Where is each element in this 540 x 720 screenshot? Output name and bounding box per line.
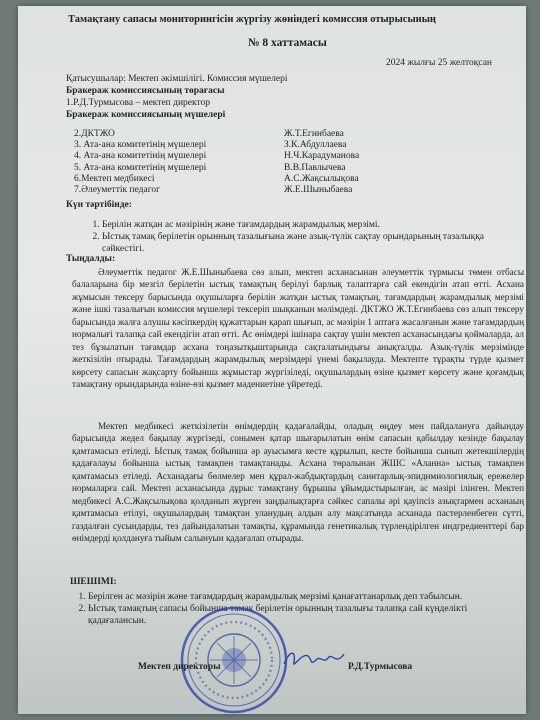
member-role: 5. Ата-ана комитетінің мүшелері [74,162,207,173]
agenda-heading: Күн тәртібінде: [66,200,132,210]
member-row [74,163,474,174]
director-signature [280,646,350,672]
agenda-item: 1. Берілін жатқан ас мәзірінің және тағамдардың жарамдылық мерзімі. [102,219,504,231]
member-name: З.К.Абдуллаева [284,140,347,151]
protocol-number: № 8 хаттамасы [248,37,327,49]
heard-paragraph-1: Әлеуметтік педагог Ж.Е.Шыныбаева сөз алып, мектеп асханасынан әлеуметтік түрмысы төмен отбасы балаларына бір мезгіл берілетін ыстық тамақтың берілуі барлық талаптарға сай екендігін атап өтті. Асхана жұмысын тексеру барысында оқушыларға берілін жатқан ыстық тамақтың, тағамдардың жарамдылық мерзімі және ішкі тазалығын комиссия мүшелері тексеріп шықканын мәлімдеді. ДКТЖО Ж.Т.Егинбаева сөз алып тексеру барысында жалға алушы кәсіпкердің құжаттарын қарап шығып, ас мәзірін 1 аптаға жасалғанын және тағамдардың нормалығі талапқа сай екендігін атап өтті. Ас өнімдері ішінара сақтау үшін мектеп асханасындағы қоймаларда, ал тез бұзылатын тағамдар асхана тоңазытқыштарында сақталатындығы анықталды. Азық-түлік мерзімінде жеткізілін отырады. Тағамдардың жарамдылық мерзімдері үнемі бақылауда. Мектепте тұрақты түрде қызмет көрсету сапасын жақсарту бойынша жұмыстар жүргізіледі, оқушылардың өзіне қызмет көрсету және қоғамдық тамақтану орындарында өзіне-өзі қызмет мәдениетіне үйретеді. [72,267,524,390]
chair-name: 1.Р.Д.Турмысова – мектеп директор [66,98,211,108]
protocol-header: Тамақтану сапасы мониторингісін жүргізу жөніндегі комиссия отырысының [68,14,436,25]
chair-heading: Бракераж комиссиясының төрағасы [66,86,225,96]
member-name: Н.Ч.Карадуманова [284,151,360,162]
official-stamp [178,604,290,714]
member-row [74,140,474,151]
member-name: Ж.Е.Шыныбаева [284,185,353,196]
decision-block [70,576,510,627]
member-name: Ж.Т.Егинбаева [284,129,344,139]
member-role: 2.ДКТЖО [74,129,115,139]
decision-item: 2. Ыстық тамақтың сапасы бойынша тамақ берілетін орынның тазалығы талапқа сай күнделікті қадағалансын. [88,603,510,627]
participants-line: Қатысушылар: Мектеп әкімшілігі. Комиссия мүшелері [66,74,288,84]
members-list [74,129,474,196]
agenda-item: 2. Ыстық тамақ берілетін орынның тазалығына және азық-түлік сақтау орындарының тазалыққа сәйкестігі. [102,231,504,255]
decision-item: 1. Берілген ас мәзірін және тағамдардың жарамдылық мерзімі қанағаттанарлық деп табылсын. [88,591,510,603]
member-name: А.С.Жақсылықова [284,173,359,184]
signature-title: Мектеп директоры [138,662,221,672]
heard-heading: Тыңдалды: [66,254,116,264]
heard-paragraph-2: Мектеп медбикесі жеткізілетін өнімдердің қадағалайды, оладың өңдеу мен пайдалануға дайындау барысында жедел бақылау жүргізеді, сонымен қатар шығарылатын өнім сапасын қабылдау кезінде бақылау қамтамасыз етіледі. Ыстық тамақ бойынша әр ауысымға кесте құрылып, кесте бойынша сынып жетекшілердің қадағалауы бойынша ыстық тамақпен тамақтанады. Асхана төралынан ЖШС «Аланна» ыстық тамақпен қамтамасыз етіледі. Асханадағы бөлмелер мен құрал-жабдықтардың санитарлық-эпидимиологиялық ережелер нормаларға сай. Мектеп асханасында дұрыс тамақтану бұрышы ұйымдастырылған, ас мәзірі ілінген. Мектеп медбикесі А.С.Жақсылықова қолданып жүрген заңдылықтарға сәйкес сапалы әрі қауіпсіз азықтармен асханаың қамтамасыз етілуі, оқушылардың тамақтан уланудың алдын алу мақсатында асханада пастерленбеген сүтті, газдалған сусындарды, тез дайындалатын тамақты, құрамында генетикалық түрлендірілген индгредиенттері бар өнімдерді қолдануға тыйым салынуын қадағалап отырады. [72,421,524,544]
member-role: 7.Әлеуметтік педагог [74,185,161,196]
protocol-page [18,6,526,714]
member-role: 3. Ата-ана комитетінің мүшелері [74,140,207,151]
member-row [74,129,474,140]
signature-name: Р.Д.Турмысова [348,662,413,672]
member-name: В.В.Павлычева [284,162,346,173]
member-role: 4. Ата-ана комитетінің мүшелері [74,151,207,162]
members-heading: Бракераж комиссиясының мүшелері [66,110,226,120]
member-row [74,185,474,196]
agenda-list [84,219,504,255]
protocol-date: 2024 жылғы 25 желтоқсан [385,58,492,68]
member-role: 6.Мектеп медбикесі [74,173,155,184]
member-row [74,174,474,185]
decision-heading: ШЕШІМІ: [70,577,117,587]
member-row [74,151,474,162]
